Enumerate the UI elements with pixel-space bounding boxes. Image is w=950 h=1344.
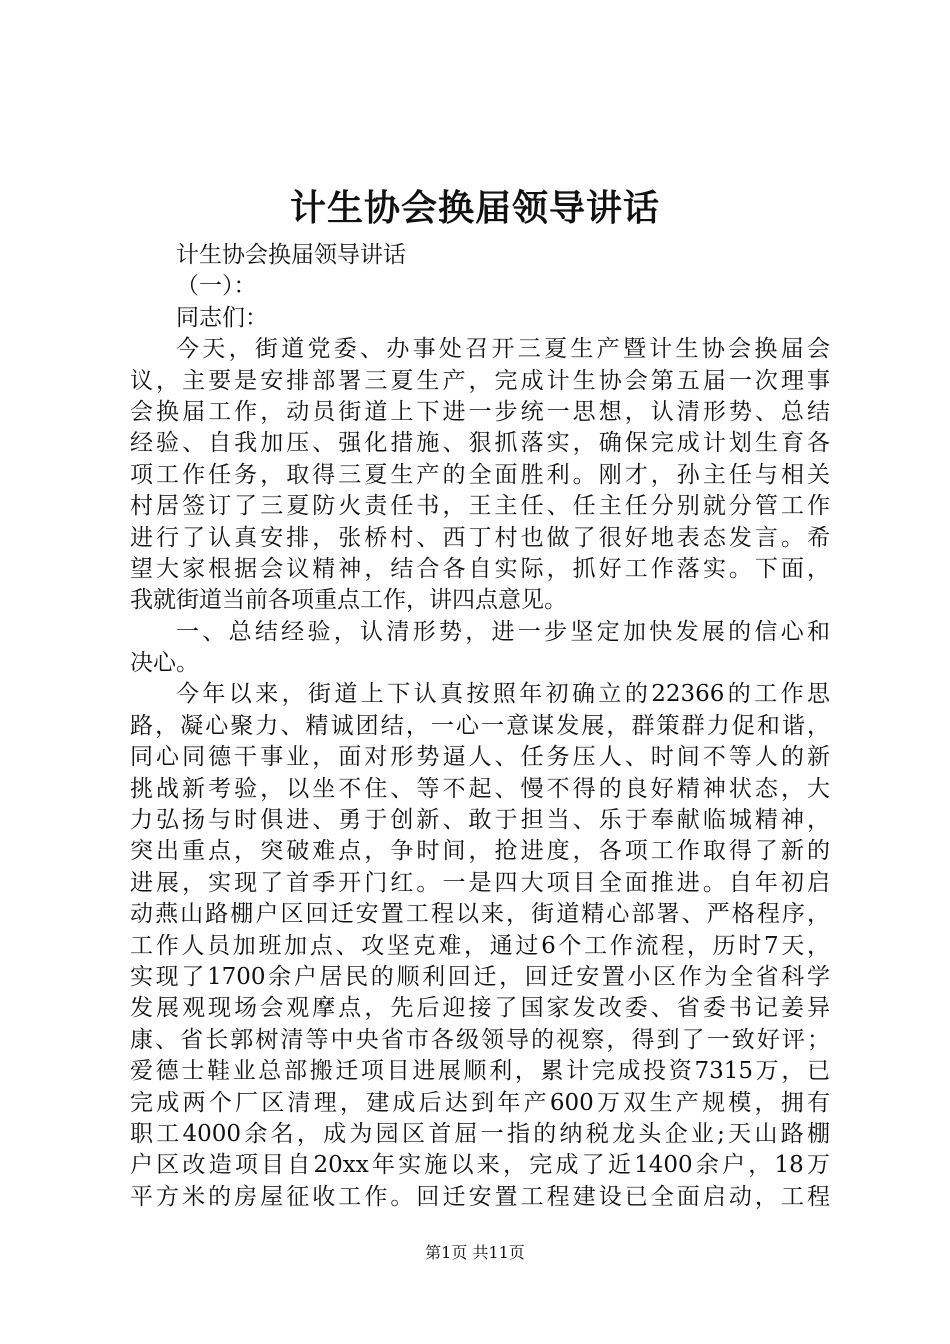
- paragraph-line: 发展观现场会观摩点，先后迎接了国家发改委、省委书记姜异: [130, 995, 830, 1022]
- paragraph-line: 经验、自我加压、强化措施、狠抓落实，确保完成计划生育各: [130, 430, 830, 457]
- paragraph-line: 村居签订了三夏防火责任书，王主任、任主任分别就分管工作: [130, 493, 830, 520]
- paragraph-line: 动燕山路棚户区回迁安置工程以来，街道精心部署、严格程序，: [130, 901, 830, 928]
- paragraph-line: 实现了1700余户居民的顺利回迁，回迁安置小区作为全省科学: [130, 963, 830, 990]
- document-subtitle: 计生协会换届领导讲话: [176, 242, 406, 268]
- paragraph-line: 议，主要是安排部署三夏生产，完成计生协会第五届一次理事: [130, 367, 830, 394]
- paragraph-line: 今天，街道党委、办事处召开三夏生产暨计生协会换届会: [176, 336, 830, 363]
- paragraph-line: 我就街道当前各项重点工作，讲四点意见。: [130, 587, 567, 614]
- paragraph-line: 力弘扬与时俱进、勇于创新、敢于担当、乐于奉献临城精神，: [130, 807, 830, 834]
- section-heading: 一、总结经验，认清形势，进一步坚定加快发展的信心和: [176, 618, 830, 645]
- paragraph-line: 职工4000余名，成为园区首屈一指的纳税龙头企业;天山路棚: [130, 1120, 830, 1147]
- paragraph-line: 项工作任务，取得三夏生产的全面胜利。刚才，孙主任与相关: [130, 461, 830, 488]
- paragraph-line: 挑战新考验，以坐不住、等不起、慢不得的良好精神状态，大: [130, 775, 830, 802]
- salutation: 同志们：: [176, 304, 268, 331]
- paragraph-line: 完成两个厂区清理，建成后达到年产600万双生产规模，拥有: [130, 1089, 830, 1116]
- paragraph-line: 进展，实现了首季开门红。一是四大项目全面推进。自年初启: [130, 869, 830, 896]
- document-body: [130, 240, 830, 1213]
- section-heading: 决心。: [130, 650, 199, 677]
- paragraph-line: 同心同德干事业，面对形势逼人、任务压人、时间不等人的新: [130, 744, 830, 771]
- paragraph-line: 进行了认真安排，张桥村、西丁村也做了很好地表态发言。希: [130, 524, 830, 551]
- page-footer: 第1页 共11页: [425, 1243, 525, 1262]
- paragraph-line: 工作人员加班加点、攻坚克难，通过6个工作流程，历时7天，: [130, 932, 830, 959]
- paragraph-line: 康、省长郭树清等中央省市各级领导的视察，得到了一致好评；: [130, 1026, 830, 1053]
- paragraph-line: 望大家根据会议精神，结合各自实际，抓好工作落实。下面，: [130, 555, 830, 582]
- paragraph-line: 突出重点，突破难点，争时间，抢进度，各项工作取得了新的: [130, 838, 830, 865]
- paragraph-line: 路，凝心聚力、精诚团结，一心一意谋发展，群策群力促和谐，: [130, 712, 830, 739]
- paragraph-line: 爱德士鞋业总部搬迁项目进展顺利，累计完成投资7315万，已: [130, 1058, 830, 1085]
- section-label: （一）：: [176, 273, 257, 300]
- page-title: 计生协会换届领导讲话: [289, 187, 660, 229]
- paragraph-line: 平方米的房屋征收工作。回迁安置工程建设已全面启动，工程: [130, 1183, 830, 1210]
- paragraph-line: 会换届工作，动员街道上下进一步统一思想，认清形势、总结: [130, 398, 830, 425]
- paragraph-line: 户区改造项目自20xx年实施以来，完成了近1400余户，18万: [130, 1152, 830, 1179]
- paragraph-line: 今年以来，街道上下认真按照年初确立的22366的工作思: [176, 681, 830, 708]
